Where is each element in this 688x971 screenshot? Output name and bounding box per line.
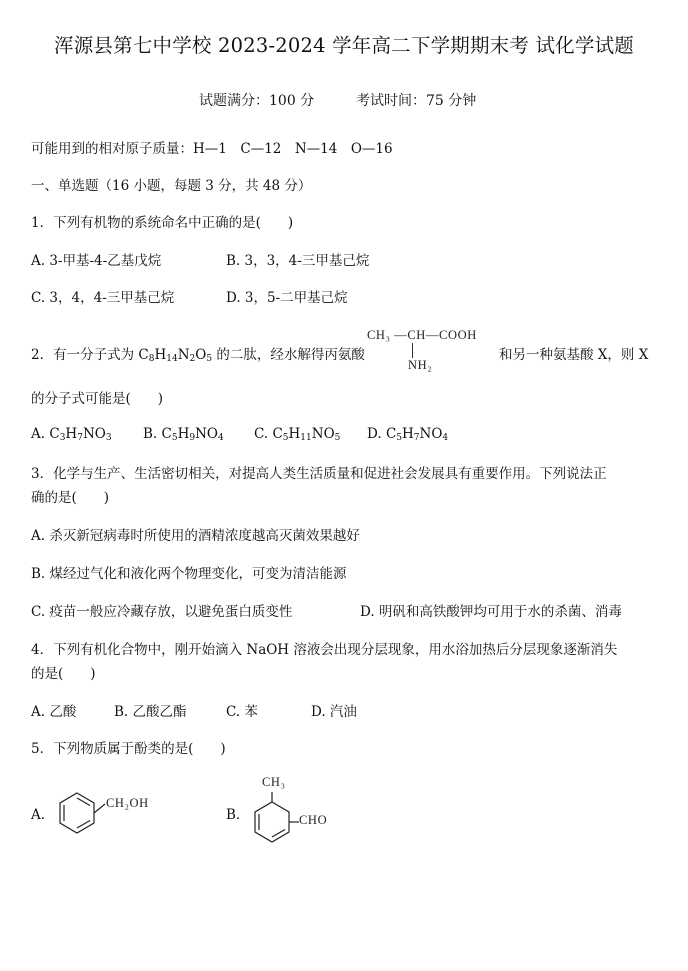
benzene-ring-a (55, 790, 110, 850)
exam-title: 浑源县第七中学校 2023-2024 学年高二下学期期末考 试化学试题 (54, 34, 634, 57)
q2-option-a: A. $C_3H_7NO_3$ (31, 426, 112, 443)
q1-option-d: D. 3，5-二甲基己烷 (226, 290, 348, 306)
q2-option-d: D. $C_5H_7NO_4$ (367, 426, 449, 443)
q1-option-b: B. 3，3，4-三甲基己烷 (226, 253, 370, 269)
q4-stem-line2: 的是( ) (31, 666, 96, 682)
full-score: 试题满分：100 分 (199, 93, 315, 109)
q2-stem-line2: 的分子式可能是( ) (31, 391, 164, 407)
q1-option-a: A. 3-甲基-4-乙基戊烷 (31, 253, 162, 269)
q2-formula: $C_8H_{14}N_2O_5$ (138, 347, 213, 364)
q1-stem: 1．下列有机物的系统命名中正确的是( ) (31, 215, 294, 231)
q3-option-d: D. 明矾和高铁酸钾均可用于水的杀菌、消毒 (360, 604, 622, 620)
alanine-formula-bottom: NH₂ (408, 358, 433, 372)
q2-stem-part2: 的二肽，经水解得丙氨酸 (212, 347, 365, 363)
q2-option-c: C. $C_5H_{11}NO_5$ (254, 426, 341, 443)
q3-option-c: C. 疫苗一般应冷藏存放，以避免蛋白质变性 (31, 604, 293, 620)
q3-stem-line1: 3．化学与生产、生活密切相关，对提高人类生活质量和促进社会发展具有重要作用。下列说法正 (31, 466, 607, 482)
q4-stem-line1: 4．下列有机化合物中，刚开始滴入 NaOH 溶液会出现分层现象，用水浴加热后分层现象逐渐消失 (31, 642, 618, 658)
q4-option-a: A. 乙酸 (31, 704, 77, 720)
q5-option-a-label: A. (31, 807, 46, 823)
exam-time: 考试时间：75 分钟 (356, 93, 477, 109)
q5-option-a-group: CH₂OH (106, 796, 149, 810)
q2-stem-part3: 和另一种氨基酸 X，则 X (499, 347, 649, 363)
q5-option-b-label: B. (226, 807, 241, 823)
q5-option-b-methyl: CH₃ (262, 775, 286, 789)
benzene-ring-b (252, 792, 302, 852)
atomic-masses: 可能用到的相对原子质量：H—1 C—12 N—14 O—16 (31, 141, 393, 157)
q4-option-c: C. 苯 (226, 704, 258, 720)
q1-option-c: C. 3，4，4-三甲基己烷 (31, 290, 175, 306)
alanine-bond (412, 343, 413, 358)
section-heading: 一、单选题（16 小题，每题 3 分，共 48 分） (31, 178, 312, 194)
q2-stem-part1: 2．有一分子式为 (31, 347, 139, 363)
q4-option-d: D. 汽油 (311, 704, 357, 720)
q3-option-a: A. 杀灭新冠病毒时所使用的酒精浓度越高灭菌效果越好 (31, 528, 360, 544)
q5-option-b-group: CHO (299, 813, 328, 827)
q4-option-b: B. 乙酸乙酯 (114, 704, 187, 720)
q3-stem-line2: 确的是( ) (31, 490, 110, 506)
q5-stem: 5．下列物质属于酚类的是( ) (31, 741, 226, 757)
q3-option-b: B. 煤经过气化和液化两个物理变化，可变为清洁能源 (31, 566, 347, 582)
q2-option-b: B. $C_5H_9NO_4$ (143, 426, 224, 443)
alanine-formula-top: CH₃ —CH—COOH (367, 328, 477, 342)
q2-stem-line1 (31, 343, 365, 363)
